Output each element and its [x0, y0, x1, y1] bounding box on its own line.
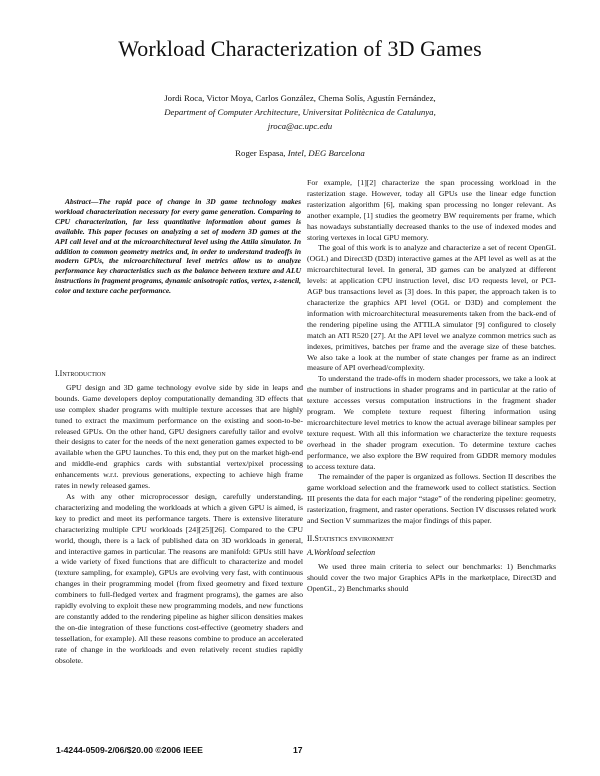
section-heading-statistics	[307, 534, 556, 545]
right-column	[307, 178, 556, 595]
left-column	[55, 369, 303, 666]
author-email: jroca@ac.upc.edu	[267, 121, 333, 131]
second-author-institution: Intel, DEG Barcelona	[287, 148, 365, 158]
section-number: I.	[55, 369, 60, 378]
second-author-line	[0, 146, 600, 160]
body-paragraph: We used three main criteria to select our benchmarks: 1) Benchmarks should cover the two major Graphics APIs in the marketplace, Direct3D and OpenGL, 2) Benchmarks should	[307, 561, 556, 593]
author-list: Jordi Roca, Victor Moya, Carlos González, Chema Solís, Agustín Fernández,	[164, 93, 436, 103]
section-heading-introduction	[55, 369, 303, 380]
body-paragraph: The remainder of the paper is organized as follows. Section II describes the game workload selection and the framework used to collect statistics. Section III presents the data for each major “stage” of the rendering pipeline: geometry, rasterization, fragment, and raster operations. Section IV discusses related work and Section V summarizes the major findings of this paper.	[307, 472, 556, 526]
body-paragraph: GPU design and 3D game technology evolve side by side in leaps and bounds. Game developers deploy computationally demanding 3D effects that use complex shader programs with multiple texture accesses that are highly tuned to extract the maximum performance on the existing and soon-to-be-released GPUs. On the other hand, GPU designers carefully tailor and evolve their designs to cater for the needs of the next generation games expected to be available when the GPU launches. To this end, they put on the market high-end and middle-end graphics cards with substantial vertex/pixel processing enhancements w.r.t. previous generations, expecting to achieve high frame rates in newly released games.	[55, 382, 303, 491]
paper-title: Workload Characterization of 3D Games	[118, 36, 482, 61]
section-title: Statistics environment	[314, 534, 394, 543]
body-paragraph: For example, [1][2] characterize the span processing workload in the rasterization stage. However, today all GPUs use the linear edge function rasterization algorithm [6], making span processing no longer relevant. As another example, [1] studies the geometry BW requirements per frame, which has nowadays substantially decreased thanks to the use of indexed modes and storing vertexes in local GPU memory.	[307, 178, 556, 242]
body-paragraph: To understand the trade-offs in modern shader processors, we take a look at the number of instructions in shader programs and in particular at the ratio of texture accesses versus computation instructions in the fragment shader program. We complete texture request filtering information using microarchitecture level metrics to know the actual average bilinear samples per texture request. With all this information we characterize the texture requests overhead in the shader program execution. To determine texture caches performance, we also explore the BW required from GDDR memory modules to access texture data.	[307, 374, 556, 471]
author-affiliation: Department of Computer Architecture, Universitat Politècnica de Catalunya,	[164, 107, 436, 117]
body-paragraph: As with any other microprocessor design, carefully understanding, characterizing and modeling the workloads at which a given GPU is aimed, is key to predict and meet its performance targets. There is extensive literature characterizing multiple CPU workloads [24][25][26]. Compared to the CPU world, though, there is a lack of published data on 3D workloads in general, and interactive games in particular. The reasons are manifold: GPUs still have a wide variety of fixed functions that are difficult to characterize and model (texture sampling, for example), GPUs are evolving very fast, with continuous changes in their programming model (from fixed geometry and fixed texture combiners to full-fledged vertex and fragment programs), the games are also rapidly evolving to exploit these new programming models, and new functions are constantly added to the rendering pipeline as higher silicon densities makes the on-die integration of these functions cost-effective (geometry shaders and tessellation, for example). All these reasons combine to produce an accelerated rate of change in the workloads and even relatively recent studies rapidly obsolete.	[55, 491, 303, 665]
page-number: 17	[293, 745, 303, 755]
section-title: Introduction	[59, 369, 106, 378]
body-paragraph: The goal of this work is to analyze and characterize a set of recent OpenGL (OGL) and Direct3D (D3D) interactive games at the API level as well as at the microarchitectural level. In general, 3D games can be analyzed at different levels: at application CPU instruction level, disc I/O requests level, or PCI-AGP bus transactions level as [3] does. In this paper, the approach taken is to characterize the graphics API level (OGL or D3D) and complement the information with microarchitectural measurements taken from the back-end of the rendering pipeline using the ATTILA simulator [9] configured to closely match an ATI R520 [27]. At the API level we analyze common metrics such as indexes, primitives, batches per frame and the average size of these batches. We also take a look at the number of state changes per frame as an indirect measure of API overhead/complexity.	[307, 243, 556, 373]
abstract: Abstract—The rapid pace of change in 3D game technology makes workload characterization necessary for every game generation. Comparing to CPU characterization, far less quantitative information about games is available. This paper focuses on analyzing a set of modern 3D games at the API call level and at the microarchitectural level using the Attila simulator. In addition to common geometry metrics and, in order to understand tradeoffs in modern GPUs, the microarchitectural level metrics allow us to analyze performance key characteristics such as the balance between texture and ALU instructions in fragment programs, dynamic anisotropic ratios, vertex, z-stencil, color and texture cache performance.	[55, 197, 301, 296]
section-number: II.	[307, 534, 315, 543]
subsection-heading: A.Workload selection	[307, 547, 376, 557]
second-author-name: Roger Espasa,	[235, 148, 288, 158]
copyright-code: 1-4244-0509-2/06/$20.00 ©2006 IEEE	[56, 745, 203, 755]
